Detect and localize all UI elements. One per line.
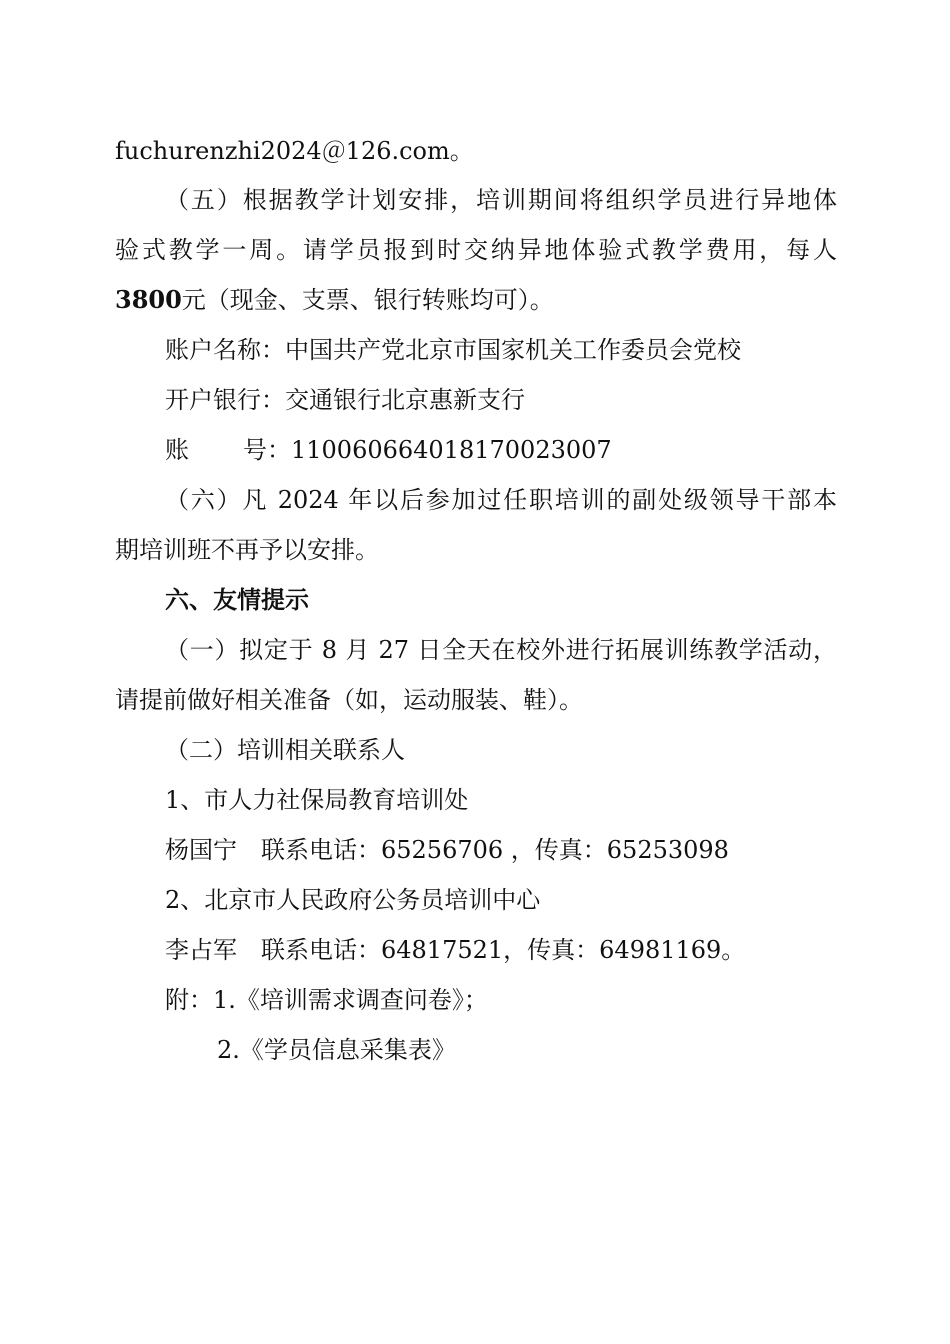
contact1-org: 1、市人力社保局教育培训处 xyxy=(165,786,469,814)
tip1-line1: （一）拟定于 8 月 27 日全天在校外进行拓展训练教学活动， xyxy=(165,636,837,664)
contact2-name: 李占军 xyxy=(165,936,237,964)
tip2-heading: （二）培训相关联系人 xyxy=(165,736,405,764)
contact2-org: 2、北京市人民政府公务员培训中心 xyxy=(165,886,541,914)
account-number: 110060664018170023007 xyxy=(291,436,612,464)
item5-amount: 3800 xyxy=(115,285,182,314)
section6-heading: 六、友情提示 xyxy=(165,585,309,614)
item5-line2: 验式教学一周。请学员报到时交纳异地体验式教学费用，每人 xyxy=(115,236,837,264)
contact1-line xyxy=(165,833,837,867)
account-label-b: 号： xyxy=(243,436,291,464)
contact2-info: 联系电话：64817521，传真：64981169。 xyxy=(261,936,746,964)
attachment-2: 2.《学员信息采集表》 xyxy=(217,1036,456,1064)
contact1-name: 杨国宁 xyxy=(165,836,237,864)
item5-line3-rest: 元（现金、支票、银行转账均可）。 xyxy=(181,286,554,314)
tip1-line2: 请提前做好相关准备（如，运动服装、鞋）。 xyxy=(115,686,583,714)
item6-line2: 期培训班不再予以安排。 xyxy=(115,536,379,564)
attachment-1: 附：1.《培训需求调查问卷》； xyxy=(165,986,488,1014)
account-name-line: 账户名称：中国共产党北京市国家机关工作委员会党校 xyxy=(165,336,741,364)
account-number-line xyxy=(165,433,837,467)
account-label-a: 账 xyxy=(165,436,189,464)
item5-line1: （五）根据教学计划安排，培训期间将组织学员进行异地体 xyxy=(165,186,837,214)
email-line: fuchurenzhi2024＠126.com。 xyxy=(115,137,474,165)
contact2-line xyxy=(165,933,837,967)
bank-name-line: 开户银行：交通银行北京惠新支行 xyxy=(165,386,525,414)
item5-line3 xyxy=(115,283,837,317)
item6-line1: （六）凡 2024 年以后参加过任职培训的副处级领导干部本 xyxy=(165,486,837,514)
contact1-info: 联系电话：65256706 ，传真：65253098 xyxy=(261,836,729,864)
